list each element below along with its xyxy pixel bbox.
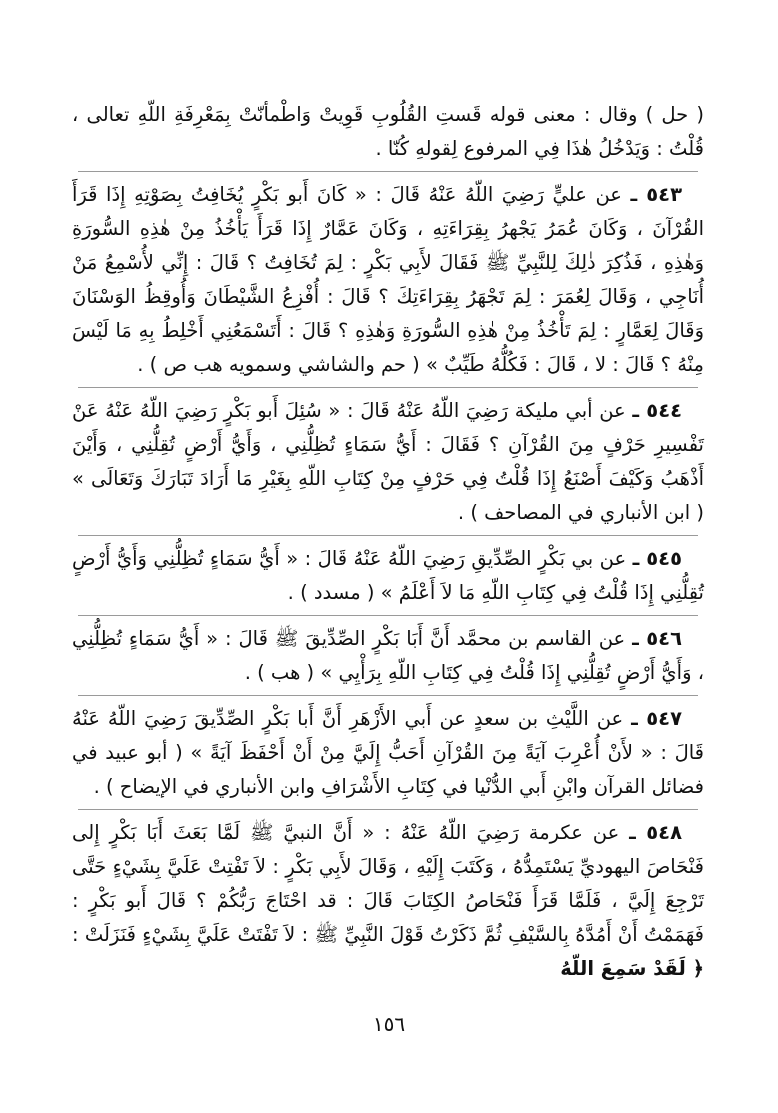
intro-paragraph [72, 98, 704, 166]
page-number: ١٥٦ [372, 1012, 406, 1036]
hadith-text: عن اللَّيْثِ بن سعدٍ عن أَبي الأَزْهَرِ أَنَّ أَبا بَكْرٍ الصِّدِّيقَ رَضِيَ اللّهُ عَنْهُ قَالَ : « لأَنْ أُعْرِبَ آيَةً مِنَ القُرْآنِ أَحَبُّ إِلَيَّ مِنْ أَنْ أَحْفَظَ آيَةً » ( أبو عبيد في فضائل القرآن وابْنِ أَبي الدُّنْيا في كِتَابِ الأَشْرَافِ وابن الأنباري في الإيضاح ) . [72, 707, 704, 798]
hadith-number: ٥٤٥ ـ [632, 547, 682, 570]
hadith-number: ٥٤٣ ـ [630, 183, 682, 206]
hadith-545 [72, 542, 704, 610]
page-body [72, 98, 704, 986]
separator-line [78, 171, 698, 172]
hadith-number: ٥٤٧ ـ [631, 707, 682, 730]
hadith-543 [72, 178, 704, 382]
intro-text: ( حل ) وقال : معنى قوله قَستِ القُلُوبِ قَوِيتْ وَاطْمأنّتْ بِمَعْرِفَةِ اللّهِ تعالى ، قُلْتُ : وَيَدْخُلُ هٰذَا فِي المرفوع لِقولهِ كُنّا . [72, 103, 704, 160]
hadith-546 [72, 622, 704, 690]
hadith-text: عن بي بَكْرٍ الصِّدِّيقِ رَضِيَ اللّهُ عَنْهُ قَالَ : « أَيُّ سَمَاءٍ تُظِلُّنِي وَأَيُّ أَرْضٍ تُقِلُّنِي إِذَا قُلْتُ فِي كِتَابِ اللّهِ مَا لاَ أَعْلَمُ » ( مسدد ) . [72, 547, 704, 604]
hadith-544 [72, 394, 704, 530]
hadith-548 [72, 816, 704, 986]
hadith-number: ٥٤٦ ـ [632, 627, 682, 650]
separator-line [78, 695, 698, 696]
hadith-number: ٥٤٤ ـ [632, 399, 683, 422]
separator-line [78, 387, 698, 388]
hadith-text: عن عكرمة رَضِيَ اللّهُ عَنْهُ : « أَنَّ النبيَّ ﷺ لَمَّا بَعَثَ أَبَا بَكْرٍ إِلى فَنْحَاصَ اليهوديِّ يَسْتَمِدُّهُ ، وَكَتَبَ إِلَيْهِ ، وَقَالَ لأَبِي بَكْرٍ : لاَ تَفْتِتْ عَلَيَّ بِشَيْءٍ حَتَّى تَرْجِعَ إِلَيَّ ، فَلَمَّا قَرَأَ فَنْحَاصُ الكِتَابَ قَالَ : قد احْتَاجَ رَبُّكُمْ ؟ قَالَ أَبو بَكْرٍ : فَهَمَمْتُ أَنْ أَمُدَّهُ بِالسَّيْفِ ثُمَّ ذَكَرْتُ قَوْلَ النَّبِيِّ ﷺ : لاَ تَفْتَتْ عَلَيَّ بِشَيْءٍ فَنَزَلَتْ : [72, 821, 704, 946]
separator-line [78, 809, 698, 810]
hadith-text: عن القاسم بن محمَّد أَنَّ أَبَا بَكْرٍ الصِّدِّيقَ ﷺ قَالَ : « أَيُّ سَمَاءٍ تُظِلُّنِي ، وَأَيُّ أَرْضٍ تُقِلُّنِي إِذَا قُلْتُ فِي كِتَابِ اللّهِ بِرَأْيِي » ( هب ) . [72, 627, 704, 684]
hadith-text: عن عليٍّ رَضِيَ اللّهُ عَنْهُ قَالَ : « كَانَ أَبو بَكْرٍ يُخَافِتُ بِصَوْتِهِ إِذَا قَرَأَ القُرْآنَ ، وَكَانَ عُمَرُ يَجْهرُ بِقِرَاءَتِهِ ، وَكَانَ عَمَّارٌ إِذَا قَرَأَ يَأْخُذُ مِنْ هٰذِهِ السُّورَةِ وَهٰذِهِ ، فَذُكِرَ ذٰلِكَ لِلنَّبِيِّ ﷺ فَقَالَ لأَبِي بَكْرٍ : لِمَ تُخَافِتُ ؟ قَالَ : إِنِّي لأُسْمِعُ مَنْ أُنَاجِي ، وَقَالَ لِعُمَرَ : لِمَ تَجْهَرُ بِقِرَاءَتِكَ ؟ قَالَ : أُفْزِعُ الشَّيْطَانَ وَأُوقِظُ الوَسْنَانَ وَقَالَ لِعَمَّارٍ : لِمَ تَأْخُذُ مِنْ هٰذِهِ السُّورَةِ وَهٰذِهِ ؟ قَالَ : أَتَسْمَعُنِي أَخْلِطُ بِهِ مَا لَيْسَ مِنْهُ ؟ قَالَ : لا ، قَالَ : فَكُلُّهُ طَيِّبٌ » ( حم والشاشي وسمويه هب ص ) . [72, 183, 704, 376]
separator-line [78, 615, 698, 616]
quran-quote: ﴿ لَقَدْ سَمِعَ اللّهُ [560, 957, 704, 980]
hadith-text: عن أبي مليكة رَضِيَ اللّهُ عَنْهُ قَالَ : « سُئِلَ أَبو بَكْرٍ رَضِيَ اللّهُ عَنْهُ عَنْ تَفْسِيرِ حَرْفٍ مِنَ القُرْآنِ ؟ فَقَالَ : أَيُّ سَمَاءٍ تُظِلُّنِي ، وَأَيُّ أَرْضٍ تُقِلُّنِي ، وَأَيْنَ أَذْهَبُ وَكَيْفَ أَصْنَعُ إِذَا قُلْتُ فِي حَرْفٍ مِنْ كِتَابِ اللّهِ بِغَيْرِ مَا أَرَادَ تَبَارَكَ وَتَعَالَى » ( ابن الأنباري في المصاحف ) . [72, 399, 704, 524]
hadith-547 [72, 702, 704, 804]
hadith-number: ٥٤٨ ـ [629, 821, 682, 844]
separator-line [78, 535, 698, 536]
